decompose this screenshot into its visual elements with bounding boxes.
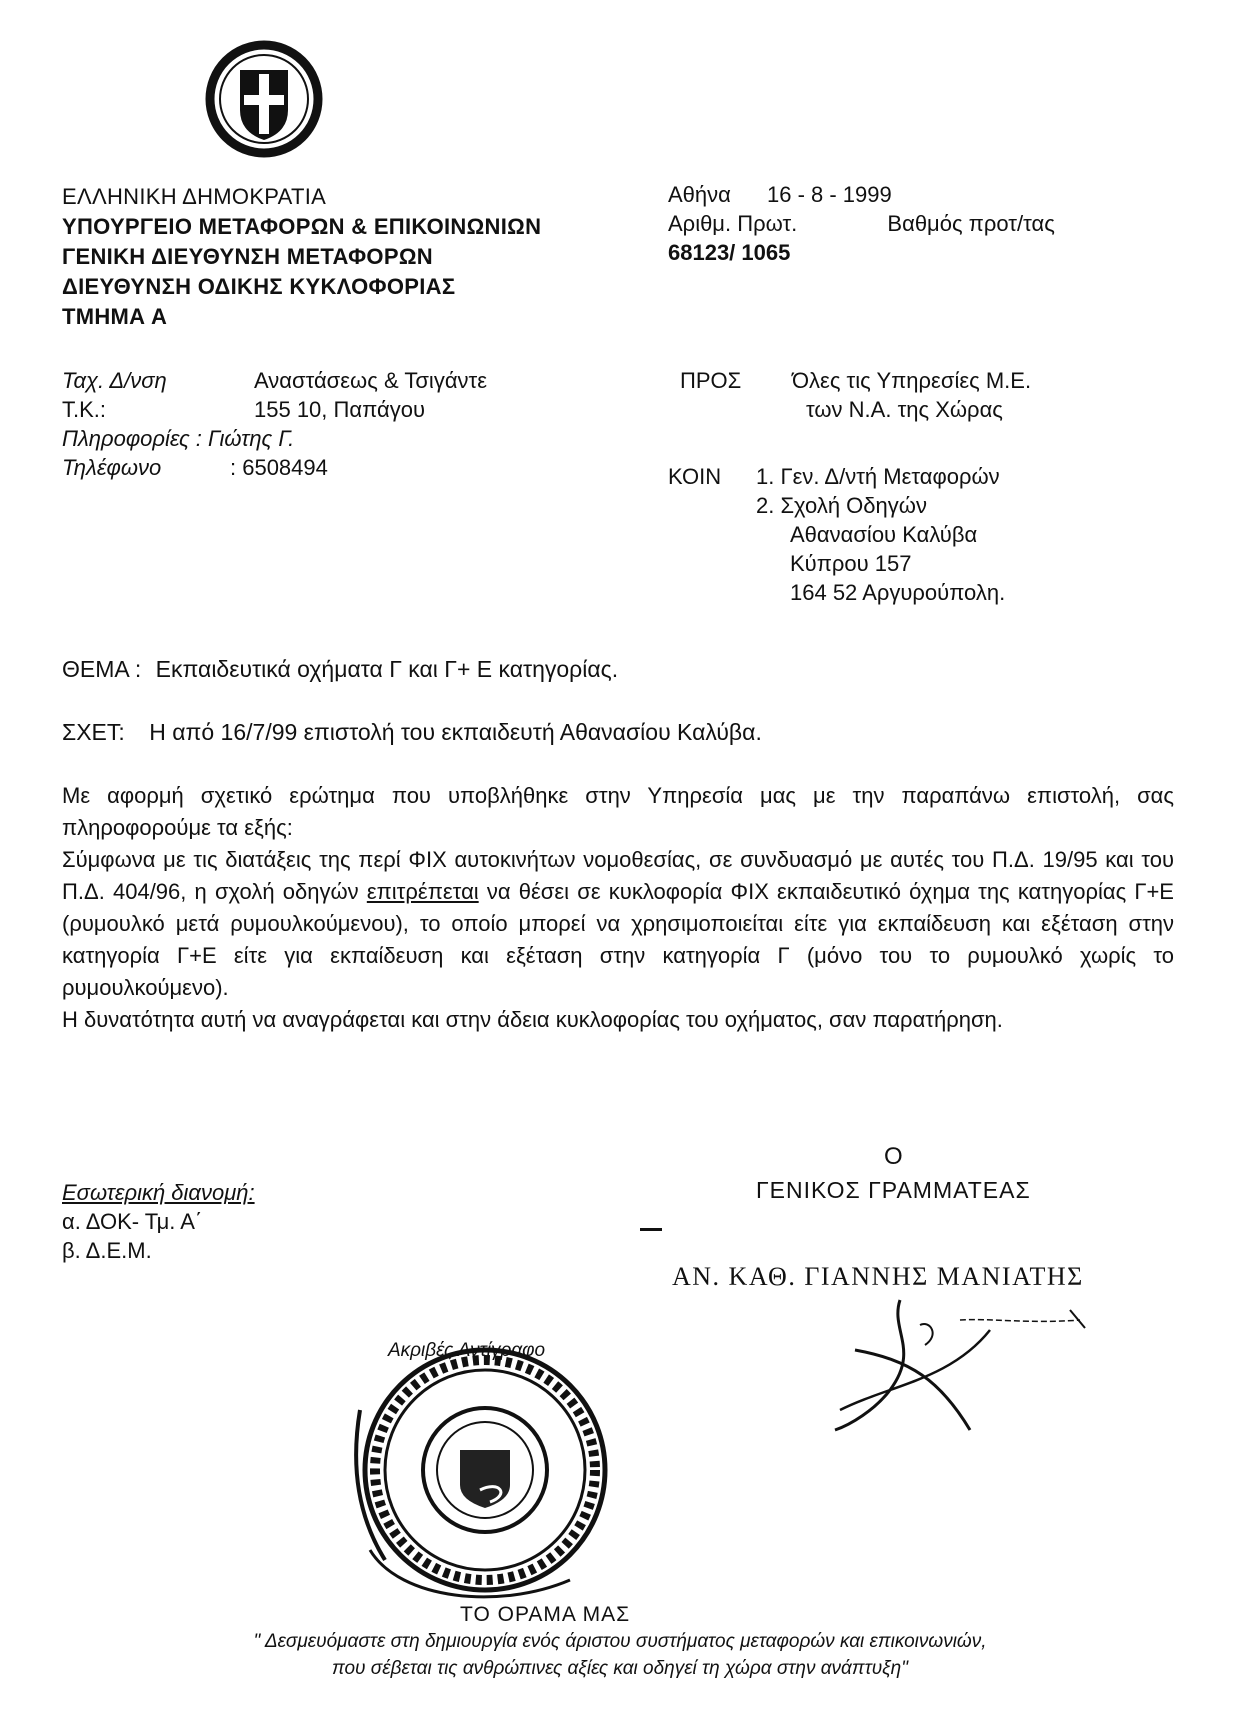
handwritten-signature xyxy=(830,1290,1110,1440)
org-line-department: ΤΜΗΜΑ Α xyxy=(62,304,168,329)
distribution-title: Εσωτερική διανομή: xyxy=(62,1180,255,1205)
footer-motto xyxy=(60,1628,1180,1682)
body-paragraph-1: Με αφορμή σχετικό ερώτημα που υποβλήθηκε στην Υπηρεσία μας με την παραπάνω επιστολή, σας πληροφορούμε τα εξής: xyxy=(62,783,1174,840)
org-line-republic: ΕΛΛΗΝΙΚΗ ΔΗΜΟΚΡΑΤΙΑ xyxy=(62,184,327,209)
cc-line-1: 1. Γεν. Δ/ντή Μεταφορών xyxy=(756,464,1000,489)
cc-block xyxy=(668,462,1005,607)
body-p2-underlined: επιτρέπεται xyxy=(366,879,479,904)
signatory-name: ΑΝ. ΚΑΘ. ΓΙΑΝΝΗΣ ΜΑΝΙΑΤΗΣ xyxy=(672,1262,1084,1291)
cc-line-5: 164 52 Αργυρούπολη. xyxy=(790,580,1006,605)
address-label: Ταχ. Δ/νση xyxy=(62,368,167,393)
date-protocol-block xyxy=(668,180,1055,267)
motto-line-1: " Δεσμευόμαστε στη δημιουργία ενός άριστου συστήματος μεταφορών και επικοινωνιών, xyxy=(253,1631,987,1652)
phone-label: Τηλέφωνο xyxy=(62,455,162,480)
distribution-item-b: β. Δ.Ε.Μ. xyxy=(62,1238,152,1263)
body-paragraph-3: Η δυνατότητα αυτή να αναγράφεται και στην άδεια κυκλοφορίας του οχήματος, σαν παρατήρηση. xyxy=(62,1007,1003,1032)
subject-line xyxy=(62,655,618,684)
contact-block xyxy=(62,366,487,482)
internal-distribution xyxy=(62,1178,255,1265)
cc-label: ΚΟΙΝ xyxy=(668,464,722,489)
date-label: Αθήνα xyxy=(668,182,731,207)
postcode-value: 155 10, Παπάγου xyxy=(254,397,425,422)
dash-mark xyxy=(640,1228,662,1231)
org-line-directorate: ΔΙΕΥΘΥΝΣΗ ΟΔΙΚΗΣ ΚΥΚΛΟΦΟΡΙΑΣ xyxy=(62,274,456,299)
vision-title: ΤΟ ΟΡΑΜΑ ΜΑΣ xyxy=(460,1603,631,1626)
priority-label: Βαθμός προτ/τας xyxy=(887,211,1055,236)
letter-body xyxy=(62,780,1174,1036)
reference-label: ΣΧΕΤ: xyxy=(62,719,125,745)
coat-of-arms-emblem xyxy=(205,40,323,158)
subject-label: ΘΕΜΑ : xyxy=(62,656,142,682)
postcode-label: Τ.Κ.: xyxy=(62,397,107,422)
cc-line-3: Αθανασίου Καλύβα xyxy=(790,522,978,547)
org-line-ministry: ΥΠΟΥΡΓΕΙΟ ΜΕΤΑΦΟΡΩΝ & ΕΠΙΚΟΙΝΩΝΙΩΝ xyxy=(62,214,542,239)
protocol-label: Αριθμ. Πρωτ. xyxy=(668,211,798,236)
to-label: ΠΡΟΣ xyxy=(680,368,742,393)
signature-title: ΓΕΝΙΚΟΣ ΓΡΑΜΜΑΤΕΑΣ xyxy=(756,1177,1031,1203)
date-value: 16 - 8 - 1999 xyxy=(767,182,892,207)
info-label: Πληροφορίες : xyxy=(62,426,202,451)
body-paragraph-2 xyxy=(62,844,1174,1004)
info-value: Γιώτης Γ. xyxy=(208,426,295,451)
stamp-caption: Ακριβές Αντίγραφο xyxy=(388,1340,546,1361)
to-line-2: των Ν.Α. της Χώρας xyxy=(806,397,1003,422)
header-org-block xyxy=(62,182,541,332)
motto-line-2: που σέβεται τις ανθρώπινες αξίες και οδηγεί τη χώρα στην ανάπτυξη" xyxy=(332,1658,908,1679)
cc-line-2: 2. Σχολή Οδηγών xyxy=(756,493,927,518)
address-value: Αναστάσεως & Τσιγάντε xyxy=(254,368,488,393)
official-stamp xyxy=(340,1320,640,1620)
recipients-block xyxy=(680,366,1031,424)
to-line-1: Όλες τις Υπηρεσίες Μ.Ε. xyxy=(792,368,1032,393)
cc-line-4: Κύπρου 157 xyxy=(790,551,912,576)
phone-value: : 6508494 xyxy=(230,455,328,480)
body-p2-before: Σύμφωνα με τις διατάξεις της περί ΦΙΧ αυτοκινήτων νομοθεσίας, σε συνδυασμό με αυτές του Π.Δ. 19/95 και του Π.Δ. 404/96, η σχολή οδηγών xyxy=(62,847,1174,904)
body-p2-after: να θέσει σε κυκλοφορία ΦΙΧ εκπαιδευτικό όχημα της κατηγορίας Γ+Ε (ρυμουλκό μετά ρυμουλκούμενου), το οποίο μπορεί να χρησιμοποιείται είτε για εκπαίδευση και εξέταση στην κατηγορία Γ+Ε είτε για εκπαίδευση και εξέταση στην κατηγορία Γ (μόνο του το ρυμουλκό χωρίς το ρυμουλκούμενο). xyxy=(62,879,1174,1000)
reference-text: Η από 16/7/99 επιστολή του εκπαιδευτή Αθανασίου Καλύβα. xyxy=(149,719,762,745)
distribution-item-a: α. ΔΟΚ- Τμ. Α΄ xyxy=(62,1209,203,1234)
org-line-general-directorate: ΓΕΝΙΚΗ ΔΙΕΥΘΥΝΣΗ ΜΕΤΑΦΟΡΩΝ xyxy=(62,244,433,269)
signature-article: Ο xyxy=(884,1143,903,1170)
reference-line xyxy=(62,718,762,747)
protocol-number: 68123/ 1065 xyxy=(668,240,791,265)
subject-text: Εκπαιδευτικά οχήματα Γ και Γ+ Ε κατηγορίας. xyxy=(155,656,619,682)
